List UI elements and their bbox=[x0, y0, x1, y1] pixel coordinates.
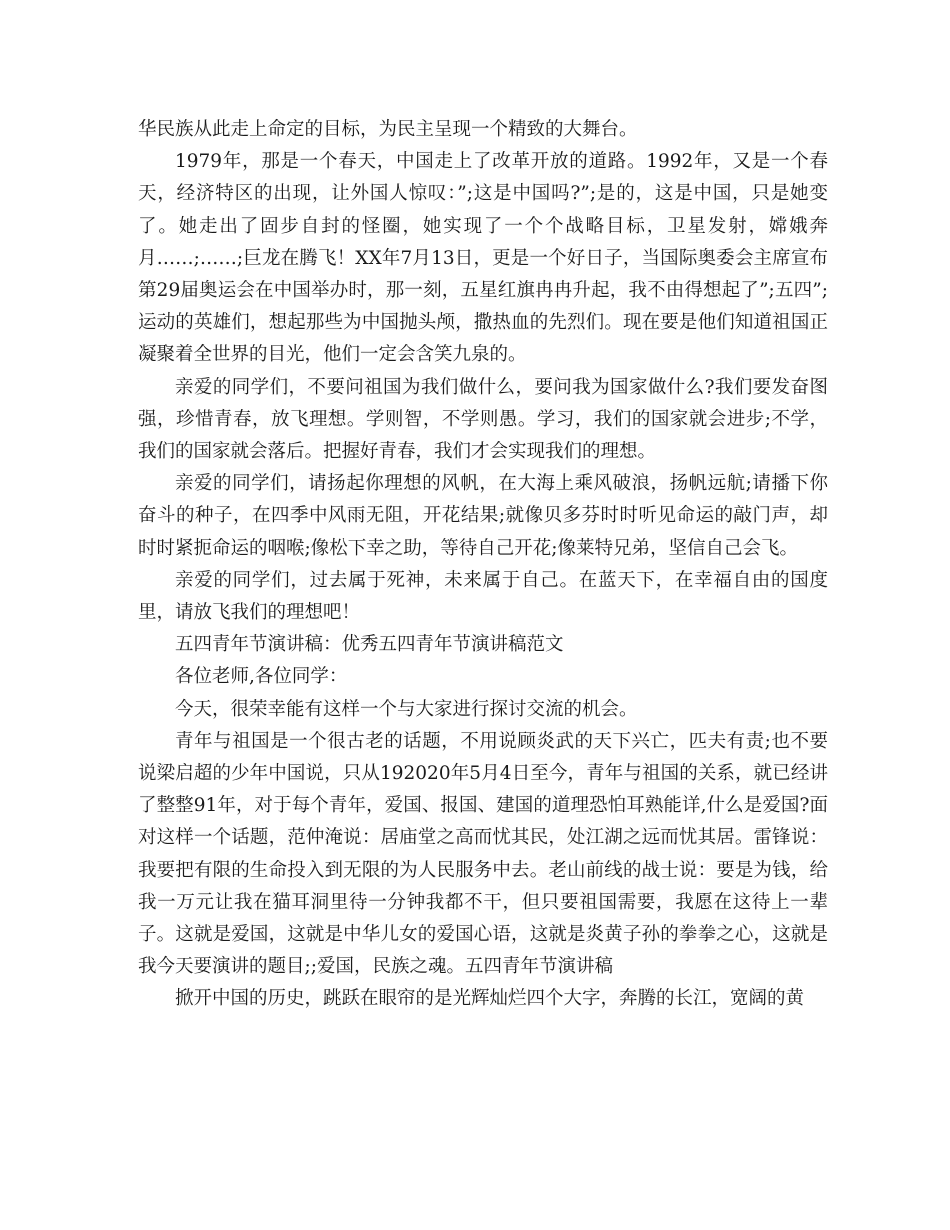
section-heading: 五四青年节演讲稿：优秀五四青年节演讲稿范文 bbox=[175, 634, 564, 656]
paragraph: 华民族从此走上命定的目标，为民主呈现一个精致的大舞台。 bbox=[138, 119, 638, 140]
paragraph: 亲爱的同学们，过去属于死神，未来属于自己。在蓝天下，在幸福自由的国度里，请放飞我们的理想吧！ bbox=[138, 569, 828, 624]
paragraph: 青年与祖国是一个很古老的话题，不用说顾炎武的天下兴亡，匹夫有责;也不要说梁启超的少年中国说，只从192020年5月4日至今，青年与祖国的关系，就已经讲了整整91年，对于每个青年，爱国、报国、建国的道理恐怕耳熟能详,什么是爱国?面对这样一个话题，范仲淹说：居庙堂之高而忧其民，处江湖之远而忧其居。雷锋说：我要把有限的生命投入到无限的为人民服务中去。老山前线的战士说：要是为钱，给我一万元让我在猫耳洞里待一分钟我都不干，但只要祖国需要，我愿在这待上一辈子。这就是爱国，这就是中华儿女的爱国心语，这就是炎黄子孙的拳拳之心，这就是我今天要演讲的题目;;爱国，民族之魂。五四青年节演讲稿 bbox=[138, 730, 828, 978]
paragraph: 1979年，那是一个春天，中国走上了改革开放的道路。1992年，又是一个春天，经济特区的出现，让外国人惊叹：”;这是中国吗?”;是的，这是中国，只是她变了。她走出了固步自封的怪圈，她实现了一个个战略目标，卫星发射，嫦娥奔月……;……;巨龙在腾飞！XX年7月13日，更是一个好日子，当国际奥委会主席宣布第29届奥运会在中国举办时，那一刻，五星红旗冉冉升起，我不由得想起了”;五四”;运动的英雄们，想起那些为中国抛头颅，撒热血的先烈们。现在要是他们知道祖国正凝聚着全世界的目光，他们一定会含笑九泉的。 bbox=[138, 151, 828, 366]
document-body bbox=[138, 114, 828, 1016]
paragraph: 亲爱的同学们，不要问祖国为我们做什么，要问我为国家做什么?我们要发奋图强，珍惜青春，放飞理想。学则智，不学则愚。学习，我们的国家就会进步;不学，我们的国家就会落后。把握好青春，我们才会实现我们的理想。 bbox=[138, 376, 828, 463]
salutation: 各位老师,各位同学： bbox=[175, 666, 348, 688]
paragraph: 掀开中国的历史，跳跃在眼帘的是光辉灿烂四个大字，奔腾的长江，宽阔的黄 bbox=[175, 988, 805, 1010]
paragraph: 今天，很荣幸能有这样一个与大家进行探讨交流的机会。 bbox=[175, 698, 638, 720]
paragraph: 亲爱的同学们，请扬起你理想的风帆，在大海上乘风破浪，扬帆远航;请播下你奋斗的种子，在四季中风雨无阻，开花结果;就像贝多芬时时听见命运的敲门声，却时时紧扼命运的咽喉;像松下幸之助，等待自己开花;像莱特兄弟，坚信自己会飞。 bbox=[138, 473, 828, 559]
